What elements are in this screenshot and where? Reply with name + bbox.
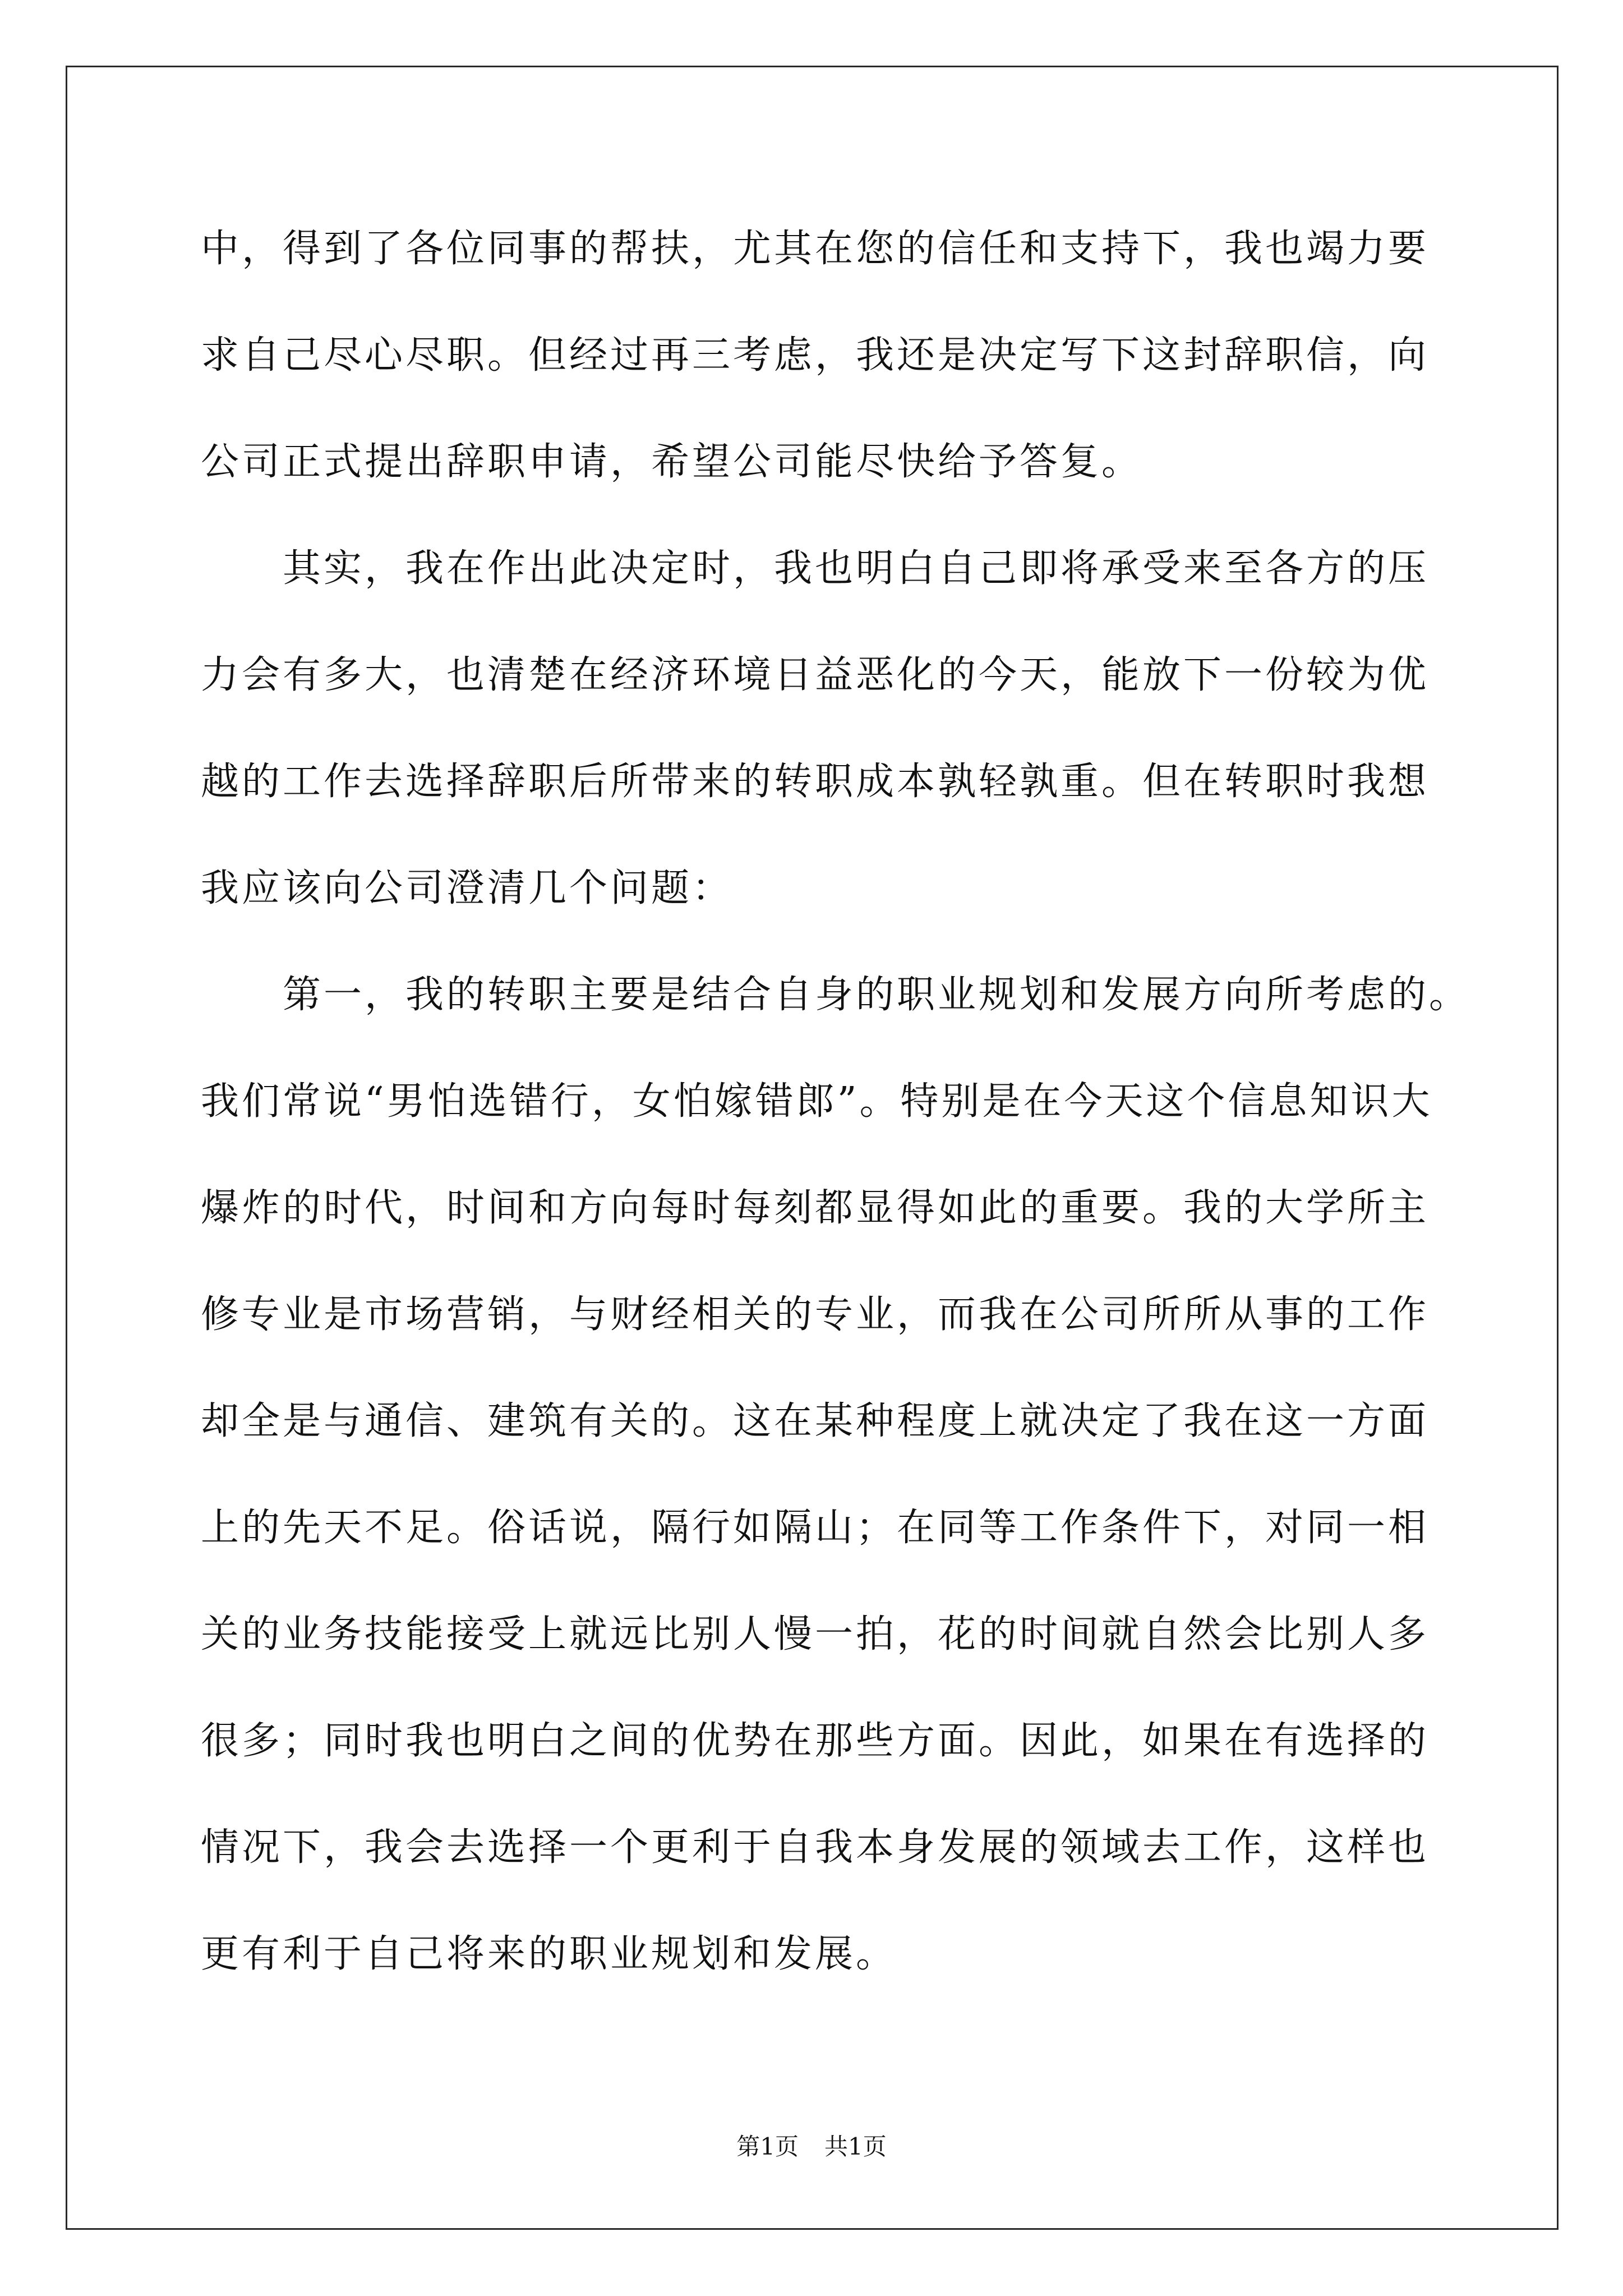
paragraph: [201, 516, 1491, 942]
page-number: 第1页: [736, 2133, 799, 2160]
text-line: 很多；同时我也明白之间的优势在那些方面。因此，如果在有选择的: [201, 1719, 1430, 1763]
text-line: 修专业是市场营销，与财经相关的专业，而我在公司所所从事的工作: [201, 1292, 1430, 1337]
text-line: 其实，我在作出此决定时，我也明白自己即将承受来至各方的压: [283, 546, 1430, 591]
text-line: 爆炸的时代，时间和方向每时每刻都显得如此的重要。我的大学所主: [201, 1186, 1430, 1230]
text-line: 上的先天不足。俗话说，隔行如隔山；在同等工作条件下，对同一相: [201, 1506, 1430, 1550]
text-line: 中，得到了各位同事的帮扶，尤其在您的信任和支持下，我也竭力要: [201, 227, 1430, 271]
text-line: 越的工作去选择辞职后所带来的转职成本孰轻孰重。但在转职时我想: [201, 760, 1430, 804]
text-line: 我应该向公司澄清几个问题：: [201, 866, 734, 910]
text-line: 公司正式提出辞职申请，希望公司能尽快给予答复。: [201, 440, 1143, 484]
paragraph: [201, 196, 1491, 516]
text-line: 第一，我的转职主要是结合自身的职业规划和发展方向所考虑的。: [283, 973, 1470, 1017]
text-line: 却全是与通信、建筑有关的。这在某种程度上就决定了我在这一方面: [201, 1399, 1430, 1443]
text-line: 求自己尽心尽职。但经过再三考虑，我还是决定写下这封辞职信，向: [201, 333, 1430, 378]
document-body: [201, 196, 1491, 2008]
text-line: 更有利于自己将来的职业规划和发展。: [201, 1932, 897, 1976]
text-line: 我们常说“男怕选错行，女怕嫁错郎”。特别是在今天这个信息知识大: [201, 1079, 1433, 1124]
paragraph: [201, 942, 1491, 2008]
text-line: 情况下，我会去选择一个更利于自我本身发展的领域去工作，这样也: [201, 1825, 1430, 1870]
text-line: 力会有多大，也清楚在经济环境日益恶化的今天，能放下一份较为优: [201, 653, 1430, 697]
page-total: 共1页: [824, 2133, 887, 2160]
page-footer: [0, 2130, 1623, 2164]
text-line: 关的业务技能接受上就远比别人慢一拍，花的时间就自然会比别人多: [201, 1612, 1430, 1657]
